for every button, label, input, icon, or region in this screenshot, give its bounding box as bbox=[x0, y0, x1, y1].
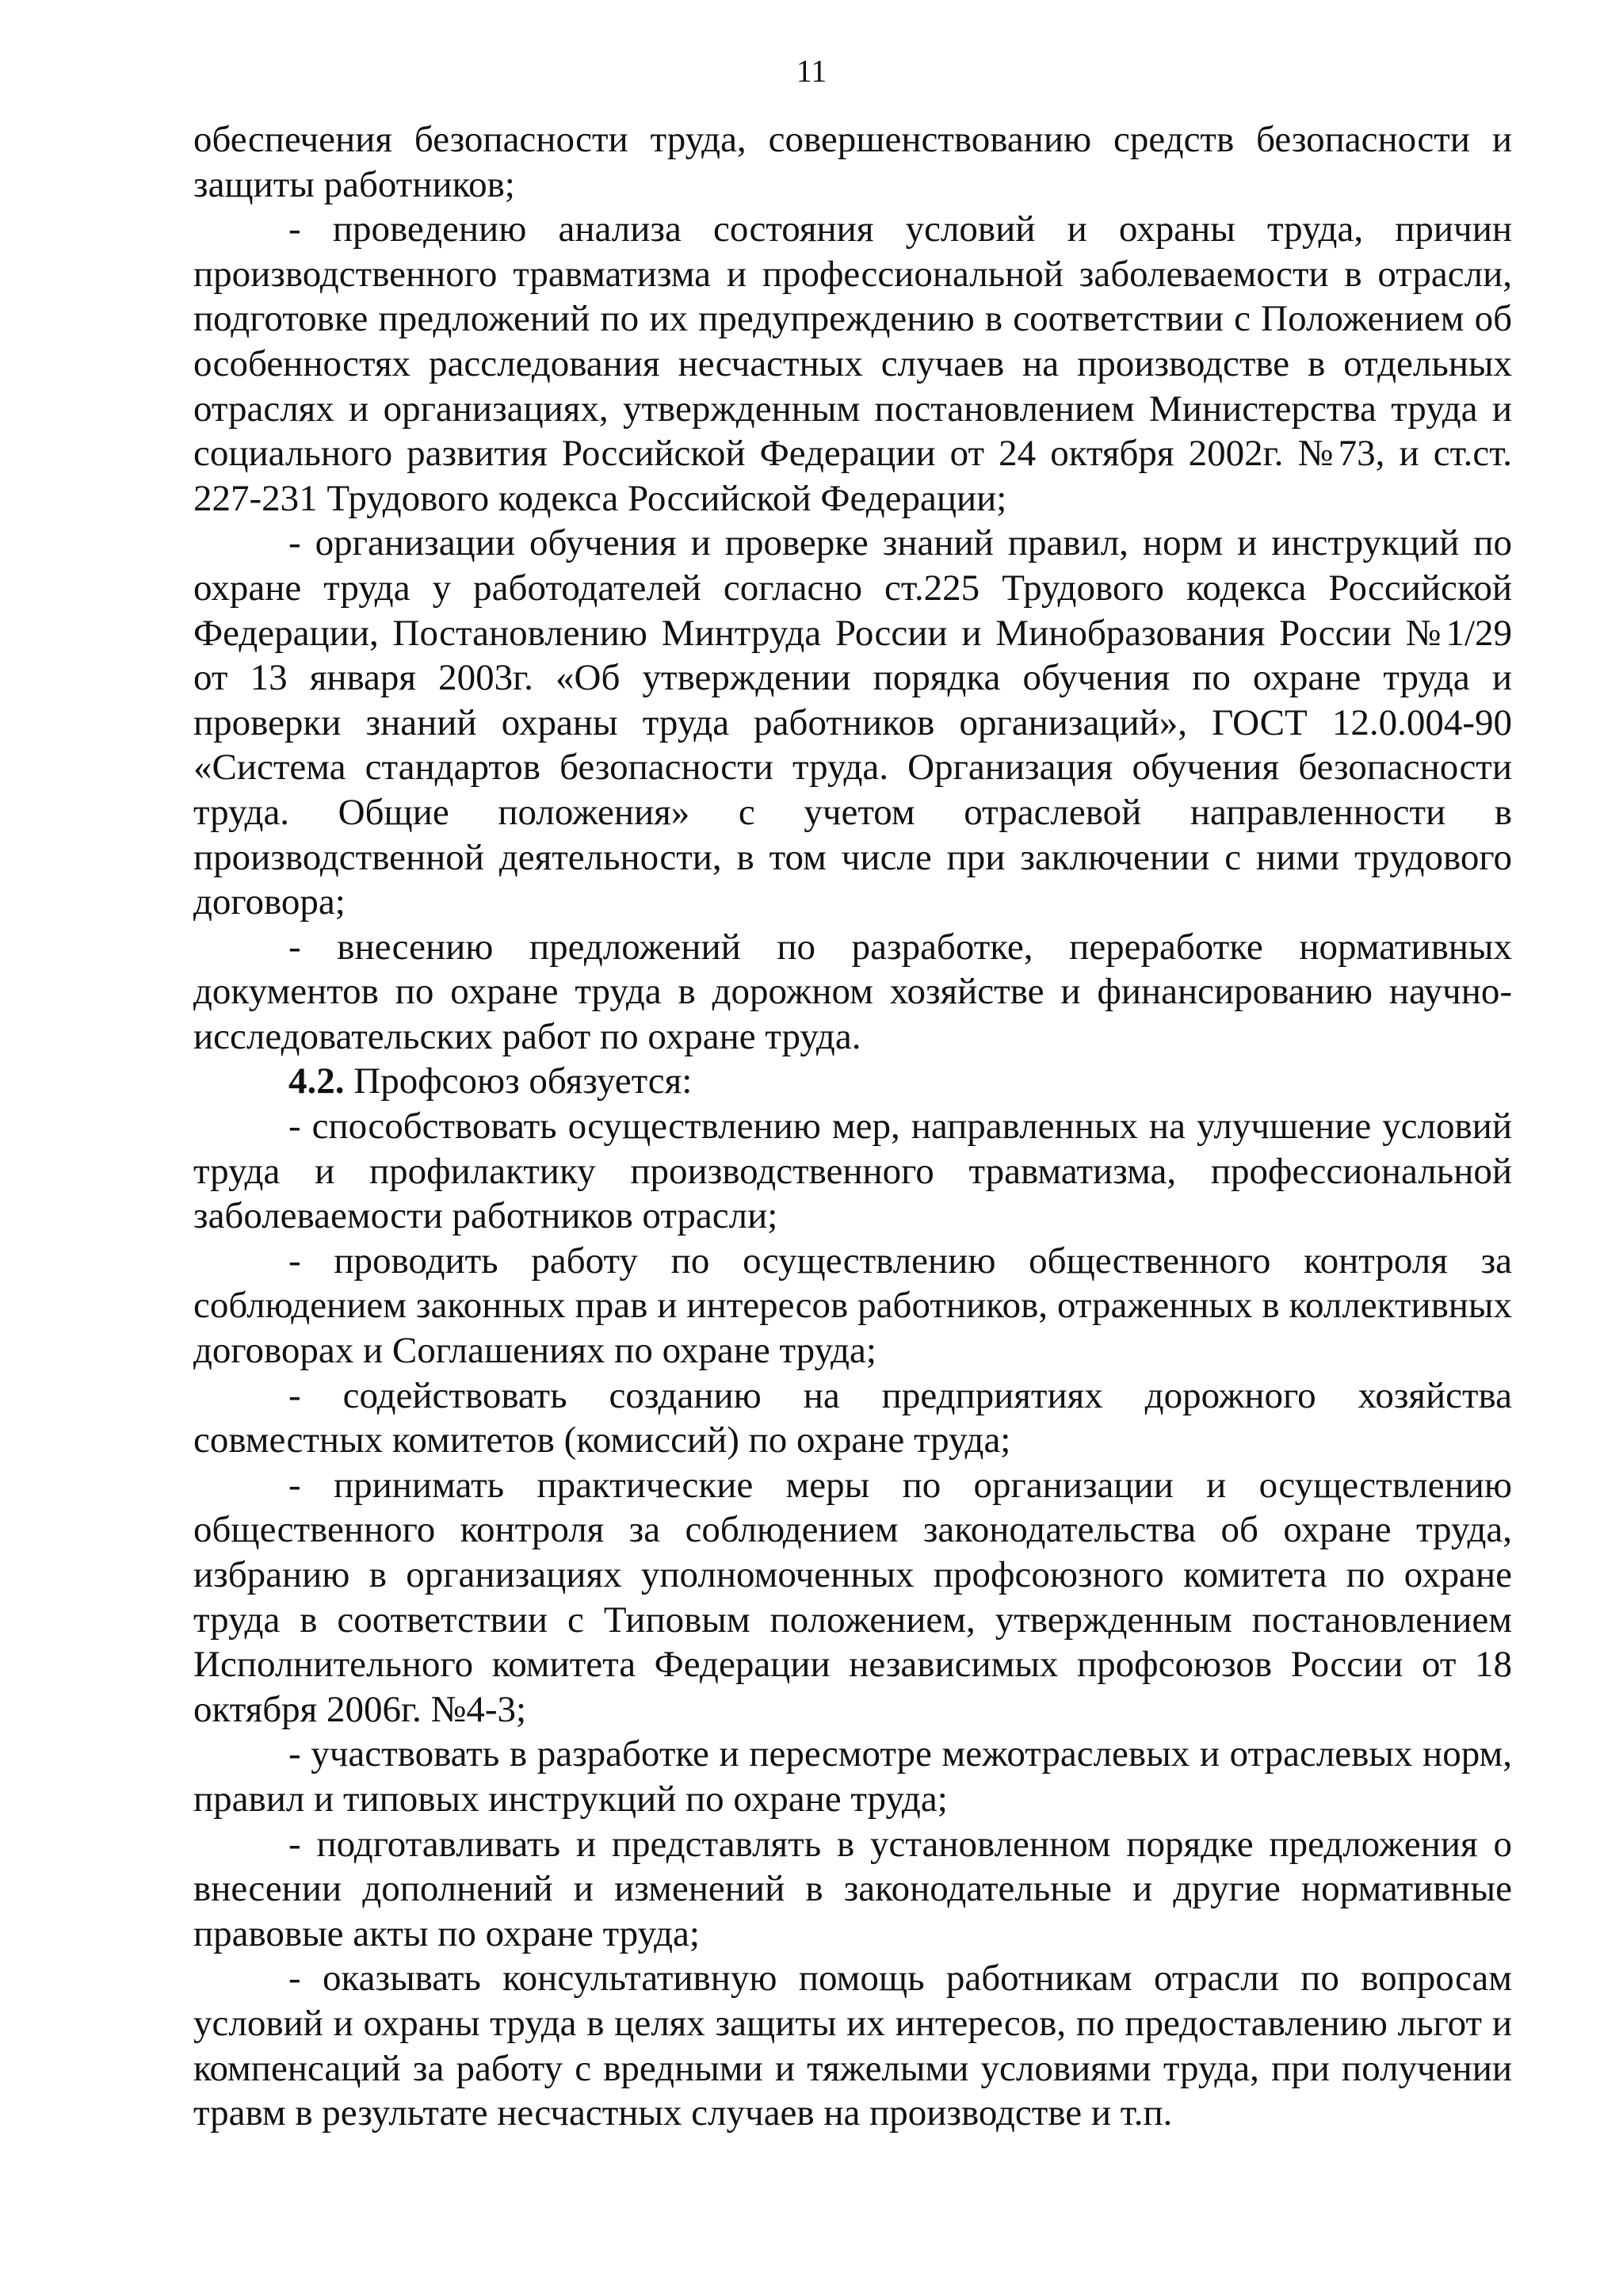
document-body bbox=[193, 117, 1512, 2136]
list-item-practical-measures: - принимать практические меры по организации и осуществлению общественного контроля за соблюдением законодательства об охране труда, избранию в организациях уполномоченных профсоюзного комитета по охране труда в соответствии с Типовым положением, утвержденным постановлением Исполнительного комитета Федерации независимых профсоюзов России от 18 октября 2006г. №4-3; bbox=[193, 1464, 1512, 1730]
list-item-consulting: - оказывать консультативную помощь работникам отрасли по вопросам условий и охраны труда в целях защиты их интересов, по предоставлению льгот и компенсаций за работу с вредными и тяжелыми условиями труда, при получении травм в результате несчастных случаев на производстве и т.п. bbox=[193, 1958, 1512, 2134]
section-number: 4.2. bbox=[288, 1060, 345, 1102]
list-item-public-control: - проводить работу по осуществлению общественного контроля за соблюдением законных прав и интересов работников, отраженных в коллективных договорах и Соглашениях по охране труда; bbox=[193, 1240, 1512, 1372]
section-heading-4-2 bbox=[193, 1059, 1512, 1104]
list-item-promote-measures: - способствовать осуществлению мер, направленных на улучшение условий труда и профилактику производственного травматизма, профессиональной заболеваемости работников отрасли; bbox=[193, 1106, 1512, 1237]
list-item-regulations: - внесению предложений по разработке, переработке нормативных документов по охране труда в дорожном хозяйстве и финансированию научно-исследовательских работ по охране труда. bbox=[193, 926, 1512, 1057]
page-number: 11 bbox=[796, 53, 827, 89]
section-heading-text: Профсоюз обязуется: bbox=[344, 1060, 693, 1102]
list-item-training: - организации обучения и проверке знаний правил, норм и инструкций по охране труда у работодателей согласно ст.225 Трудового кодекса Российской Федерации, Постановлению Минтруда России и Минобразования России №1/29 от 13 января 2003г. «Об утверждении порядка обучения по охране труда и проверки знаний охраны труда работников организаций», ГОСТ 12.0.004-90 «Система стандартов безопасности труда. Организация обучения безопасности труда. Общие положения» с учетом отраслевой направленности в производственной деятельности, в том числе при заключении с ними трудового договора; bbox=[193, 522, 1512, 923]
list-item-legislative-proposals: - подготавливать и представлять в установленном порядке предложения о внесении дополнений и изменений в законодательные и другие нормативные правовые акты по охране труда; bbox=[193, 1823, 1512, 1954]
list-item-norms-development: - участвовать в разработке и пересмотре межотраслевых и отраслевых норм, правил и типовых инструкций по охране труда; bbox=[193, 1733, 1512, 1820]
paragraph-continuation: обеспечения безопасности труда, совершенствованию средств безопасности и защиты работников; bbox=[193, 119, 1512, 205]
list-item-analysis: - проведению анализа состояния условий и охраны труда, причин производственного травматизма и профессиональной заболеваемости в отрасли, подготовке предложений по их предупреждению в соответствии с Положением об особенностях расследования несчастных случаев на производстве в отдельных отраслях и организациях, утвержденным постановлением Министерства труда и социального развития Российской Федерации от 24 октября 2002г. №73, и ст.ст. 227-231 Трудового кодекса Российской Федерации; bbox=[193, 208, 1512, 519]
list-item-joint-committees: - содействовать созданию на предприятиях дорожного хозяйства совместных комитетов (комиссий) по охране труда; bbox=[193, 1374, 1512, 1461]
